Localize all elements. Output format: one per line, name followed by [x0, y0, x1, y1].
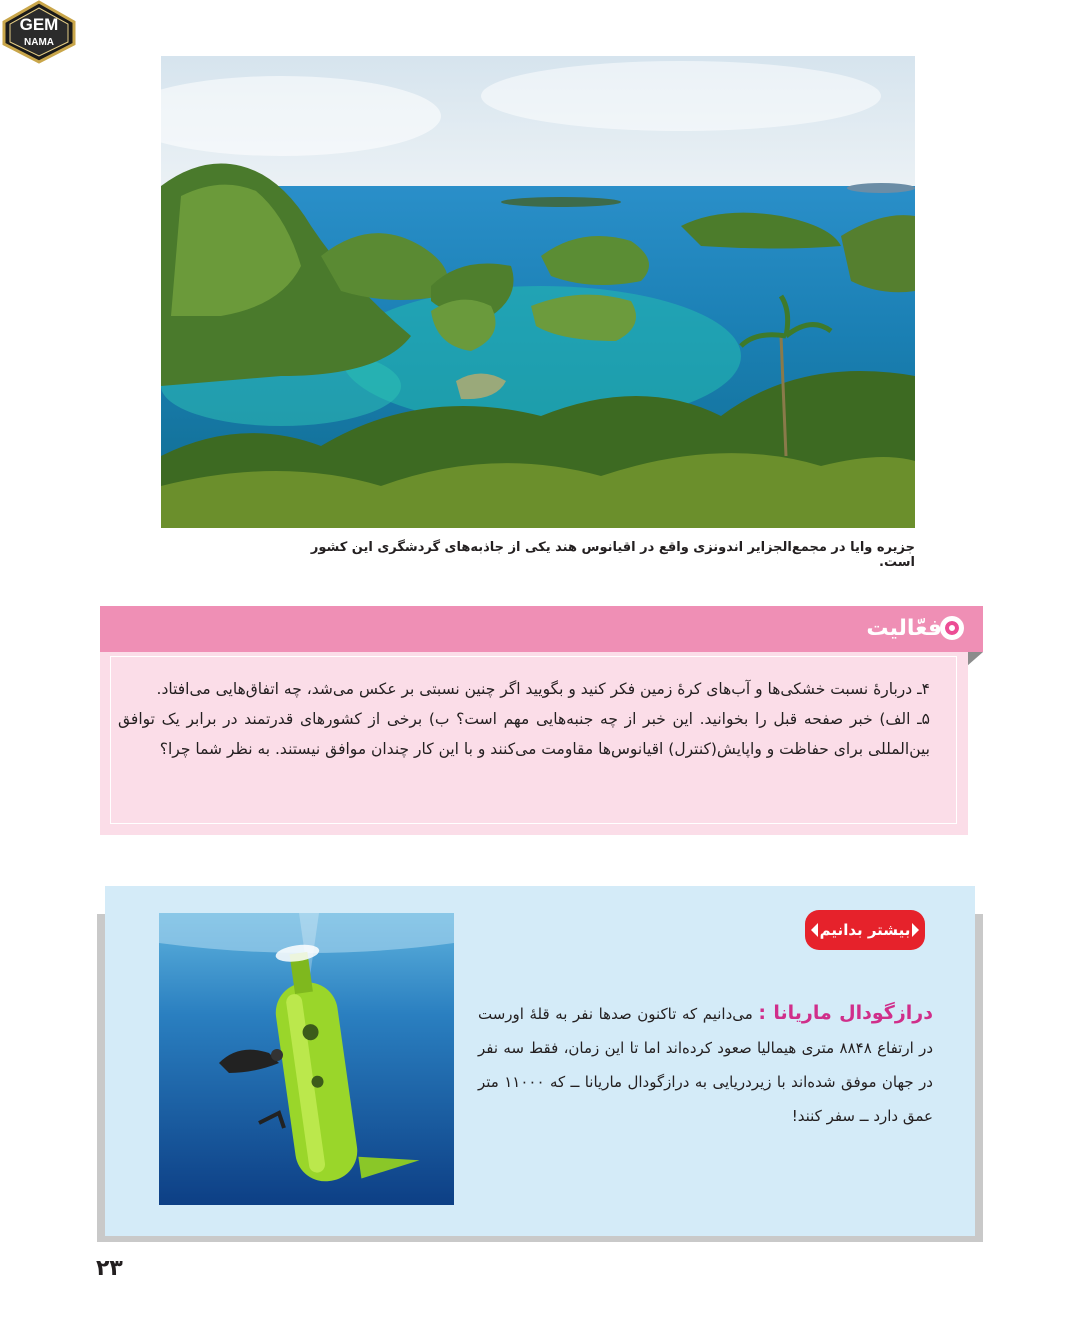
page-number: ۲۳ [96, 1256, 123, 1281]
logo-line2: NAMA [24, 37, 54, 48]
know-more-body: می‌دانیم که تاکنون صدها نفر به قلهٔ اورست در ارتفاع ۸۸۴۸ متری هیمالیا صعود کرده‌اند اما تا این زمان، فقط سه نفر در جهان موفق شده‌اند با زیردریایی به درازگودال ماریانا ــ که ۱۱۰۰۰ متر عمق دارد ــ سفر کنند! [478, 1005, 934, 1125]
question-4: ۴ـ دربارهٔ نسبت خشکی‌ها و آب‌های کرهٔ زمین فکر کنید و بگویید اگر چنین نسبتی بر عکس می‌شد، چه اتفاق‌هایی می‌افتاد. [156, 680, 930, 698]
activity-header [100, 606, 983, 652]
circle-bullet-icon [940, 616, 964, 640]
question-5: ۵ـ الف) خبر صفحه قبل را بخوانید. این خبر از چه جنبه‌هایی مهم است؟ ب) برخی از کشورهای قدرتمند در برابر یک توافق بین‌المللی برای حفاظت و واپایش(کنترل) اقیانوس‌ها مقاومت می‌کنند و با این کار چندان موافق نیستند. به نظر شما چرا؟ [118, 710, 930, 758]
photo-caption: جزیره وایا در مجمع‌الجزایر اندونزی واقع در اقیانوس هند یکی از جاذبه‌های گردشگری این کشور است. [310, 540, 915, 570]
activity-title: فعّالیت [866, 616, 942, 641]
submarine-photo [159, 913, 454, 1205]
gemnama-logo [0, 0, 78, 64]
know-more-badge [805, 910, 925, 950]
know-more-lead: درازگودال ماریانا : [758, 1002, 933, 1024]
badge-left-arrow-icon [811, 923, 818, 937]
know-more-paragraph [478, 996, 933, 1133]
activity-header-fold [967, 652, 983, 666]
know-more-badge-label: بیشتر بدانیم [819, 921, 911, 939]
raja-ampat-islands-photo [161, 56, 915, 528]
logo-line1: GEM [19, 15, 59, 34]
badge-right-arrow-icon [912, 923, 919, 937]
activity-questions [118, 674, 930, 764]
